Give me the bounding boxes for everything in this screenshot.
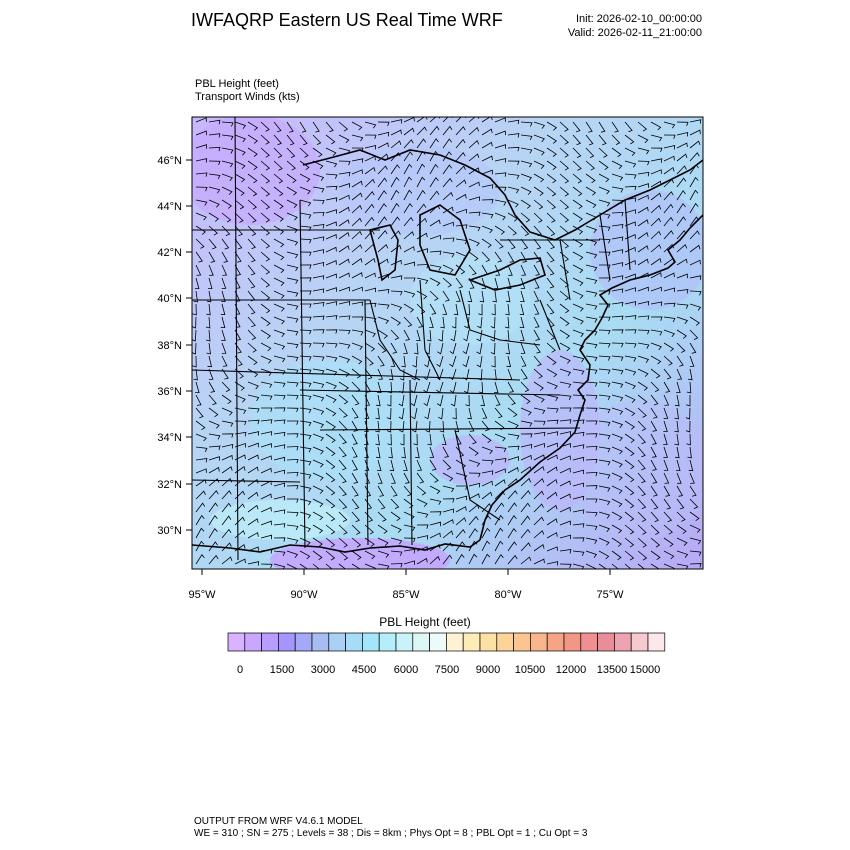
field-label-winds: Transport Winds (kts) [195, 91, 300, 103]
cb-tick-7500: 7500 [434, 664, 460, 676]
cb-tick-6000: 6000 [393, 664, 419, 676]
colorbar-swatch [362, 633, 379, 651]
cb-tick-10500: 10500 [514, 664, 546, 676]
colorbar-swatch [430, 633, 447, 651]
colorbar-swatch [631, 633, 648, 651]
colorbar-title: PBL Height (feet) [379, 615, 471, 629]
lon-label-85: 85°W [392, 589, 420, 601]
colorbar-swatch [581, 633, 598, 651]
colorbar-swatch [329, 633, 346, 651]
lon-label-90: 90°W [290, 589, 318, 601]
colorbar-swatch [514, 633, 531, 651]
colorbar-swatch [547, 633, 564, 651]
init-time: Init: 2026-02-10_00:00:00 [576, 13, 702, 25]
colorbar [228, 633, 665, 651]
colorbar-swatch [396, 633, 413, 651]
colorbar-tick-labels [237, 664, 660, 676]
lat-label-38: 38°N [157, 340, 182, 352]
lat-label-40: 40°N [157, 293, 182, 305]
colorbar-swatch [262, 633, 279, 651]
colorbar-swatch [648, 633, 665, 651]
colorbar-swatch [530, 633, 547, 651]
colorbar-swatch [564, 633, 581, 651]
colorbar-swatch [278, 633, 295, 651]
colorbar-swatch [497, 633, 514, 651]
colorbar-swatch [245, 633, 262, 651]
colorbar-swatch [446, 633, 463, 651]
latitude-axis [157, 155, 192, 537]
colorbar-swatch [480, 633, 497, 651]
colorbar-swatch [346, 633, 363, 651]
colorbar-swatch [413, 633, 430, 651]
colorbar-swatch [379, 633, 396, 651]
colorbar-swatch [614, 633, 631, 651]
cb-tick-12000: 12000 [555, 664, 587, 676]
lat-label-42: 42°N [157, 247, 182, 259]
colorbar-swatch [228, 633, 245, 651]
lat-label-34: 34°N [157, 432, 182, 444]
field-label-pbl: PBL Height (feet) [195, 78, 279, 90]
valid-time: Valid: 2026-02-11_21:00:00 [567, 27, 702, 39]
cb-tick-13500: 13500 [596, 664, 628, 676]
model-info-line1: OUTPUT FROM WRF V4.6.1 MODEL [194, 816, 363, 827]
longitude-axis [188, 569, 624, 601]
lat-label-36: 36°N [157, 386, 182, 398]
colorbar-swatch [312, 633, 329, 651]
lat-label-30: 30°N [157, 525, 182, 537]
lat-label-32: 32°N [157, 479, 182, 491]
lon-label-95: 95°W [188, 589, 216, 601]
map-plot-area [180, 114, 710, 582]
chart-title: IWFAQRP Eastern US Real Time WRF [191, 10, 503, 30]
model-info-line2: WE = 310 ; SN = 275 ; Levels = 38 ; Dis = 8km ; Phys Opt = 8 ; PBL Opt = 1 ; Cu Opt = 3 [194, 828, 588, 839]
cb-tick-1500: 1500 [269, 664, 295, 676]
cb-tick-15000: 15000 [629, 664, 661, 676]
cb-tick-0: 0 [236, 664, 244, 676]
colorbar-swatch [295, 633, 312, 651]
lat-label-46: 46°N [157, 155, 182, 167]
cb-tick-9000: 9000 [475, 664, 501, 676]
colorbar-swatch [598, 633, 615, 651]
cb-tick-3000: 3000 [310, 664, 336, 676]
lat-label-44: 44°N [157, 201, 182, 213]
lon-label-75: 75°W [596, 589, 624, 601]
cb-tick-4500: 4500 [351, 664, 377, 676]
lon-label-80: 80°W [494, 589, 522, 601]
colorbar-swatch [463, 633, 480, 651]
